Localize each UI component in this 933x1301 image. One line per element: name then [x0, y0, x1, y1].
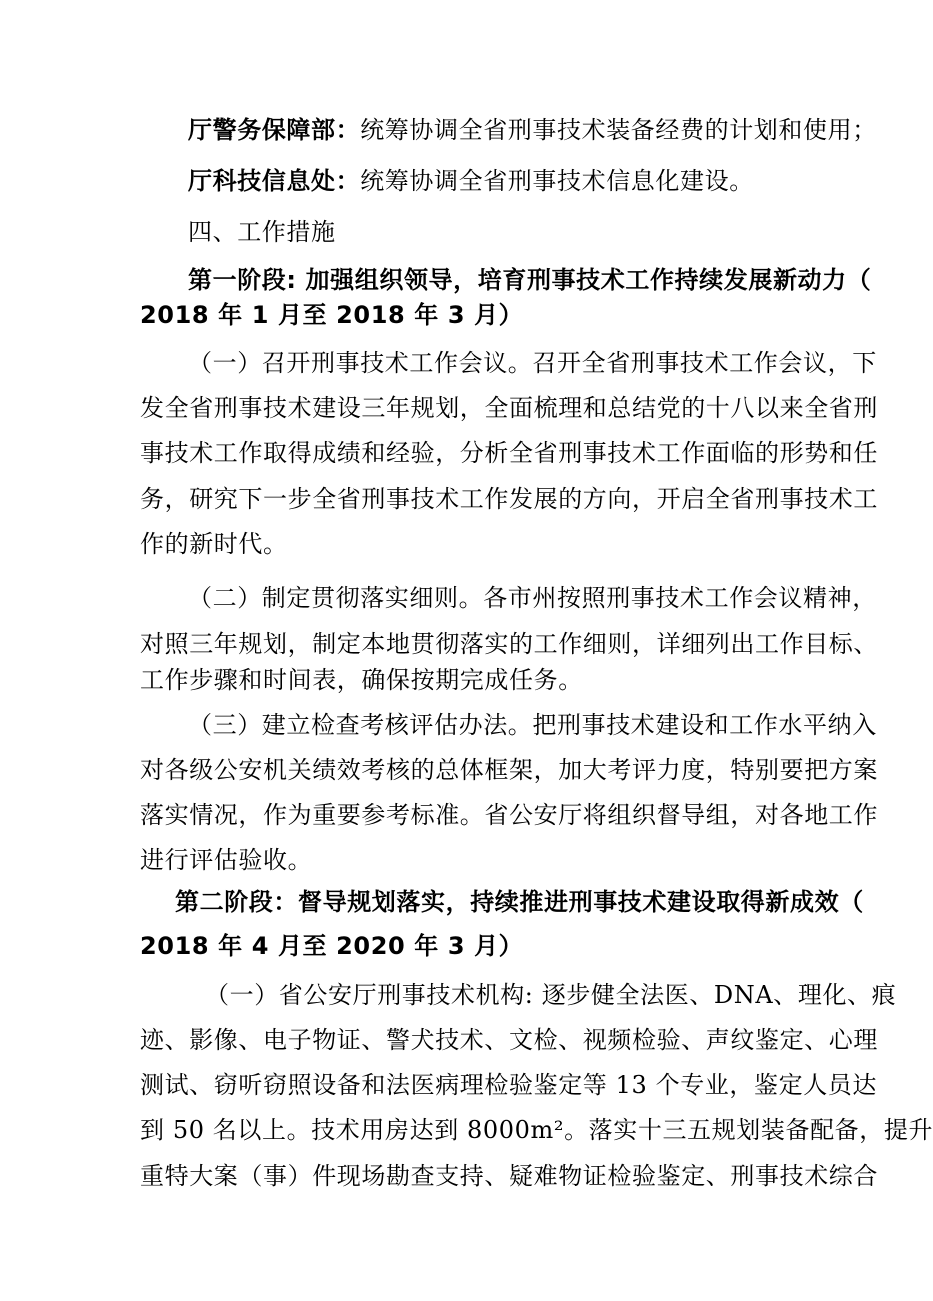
- phase-one-period: 2018 年 1 月至 2018 年 3 月）: [140, 301, 524, 329]
- paragraph-text: 统筹协调全省刑事技术装备经费的计划和使用；: [360, 116, 877, 144]
- item-three-line-4: 进行评估验收。: [140, 846, 313, 874]
- department-label: 厅警务保障部：: [188, 116, 361, 144]
- phase-two-heading: 第二阶段：督导规划落实，持续推进刑事技术建设取得新成效（: [175, 888, 864, 916]
- phase-two-item-one-line-4: 到 50 名以上。技术用房达到 8000m²。落实十三五规划装备配备，提升: [140, 1116, 933, 1144]
- phase-one-heading: 第一阶段: 加强组织领导，培育刑事技术工作持续发展新动力（: [188, 266, 872, 294]
- item-one-line-1: （一）召开刑事技术工作会议。召开全省刑事技术工作会议，下: [188, 349, 877, 377]
- paragraph-police-support: [188, 113, 877, 147]
- phase-two-item-one-line-2: 迹、影像、电子物证、警犬技术、文检、视频检验、声纹鉴定、心理: [140, 1026, 878, 1054]
- department-label: 厅科技信息处：: [188, 167, 361, 195]
- item-one-line-2: 发全省刑事技术建设三年规划，全面梳理和总结党的十八以来全省刑: [140, 394, 878, 422]
- item-two-line-3: 工作步骤和时间表，确保按期完成任务。: [140, 666, 583, 694]
- item-two-line-1: （二）制定贯彻落实细则。各市州按照刑事技术工作会议精神，: [188, 584, 877, 612]
- item-two-line-2: 对照三年规划，制定本地贯彻落实的工作细则，详细列出工作目标、: [140, 630, 878, 658]
- section-heading: 四、工作措施: [188, 218, 336, 246]
- item-one-line-5: 作的新时代。: [140, 530, 288, 558]
- paragraph-tech-info: [188, 164, 788, 198]
- phase-two-period: 2018 年 4 月至 2020 年 3 月）: [140, 932, 524, 960]
- item-one-line-4: 务，研究下一步全省刑事技术工作发展的方向，开启全省刑事技术工: [140, 485, 878, 513]
- item-three-line-1: （三）建立检查考核评估办法。把刑事技术建设和工作水平纳入: [188, 711, 877, 739]
- phase-two-item-one-line-5: 重特大案（事）件现场勘查支持、疑难物证检验鉴定、刑事技术综合: [140, 1162, 878, 1190]
- phase-two-item-one-line-1: （一）省公安厅刑事技术机构: 逐步健全法医、DNA、理化、痕: [205, 981, 897, 1009]
- phase-two-item-one-line-3: 测试、窃听窃照设备和法医病理检验鉴定等 13 个专业，鉴定人员达: [140, 1071, 877, 1099]
- item-three-line-3: 落实情况，作为重要参考标准。省公安厅将组织督导组，对各地工作: [140, 801, 878, 829]
- item-three-line-2: 对各级公安机关绩效考核的总体框架，加大考评力度，特别要把方案: [140, 756, 878, 784]
- item-one-line-3: 事技术工作取得成绩和经验，分析全省刑事技术工作面临的形势和任: [140, 439, 878, 467]
- paragraph-text: 统筹协调全省刑事技术信息化建设。: [360, 167, 754, 195]
